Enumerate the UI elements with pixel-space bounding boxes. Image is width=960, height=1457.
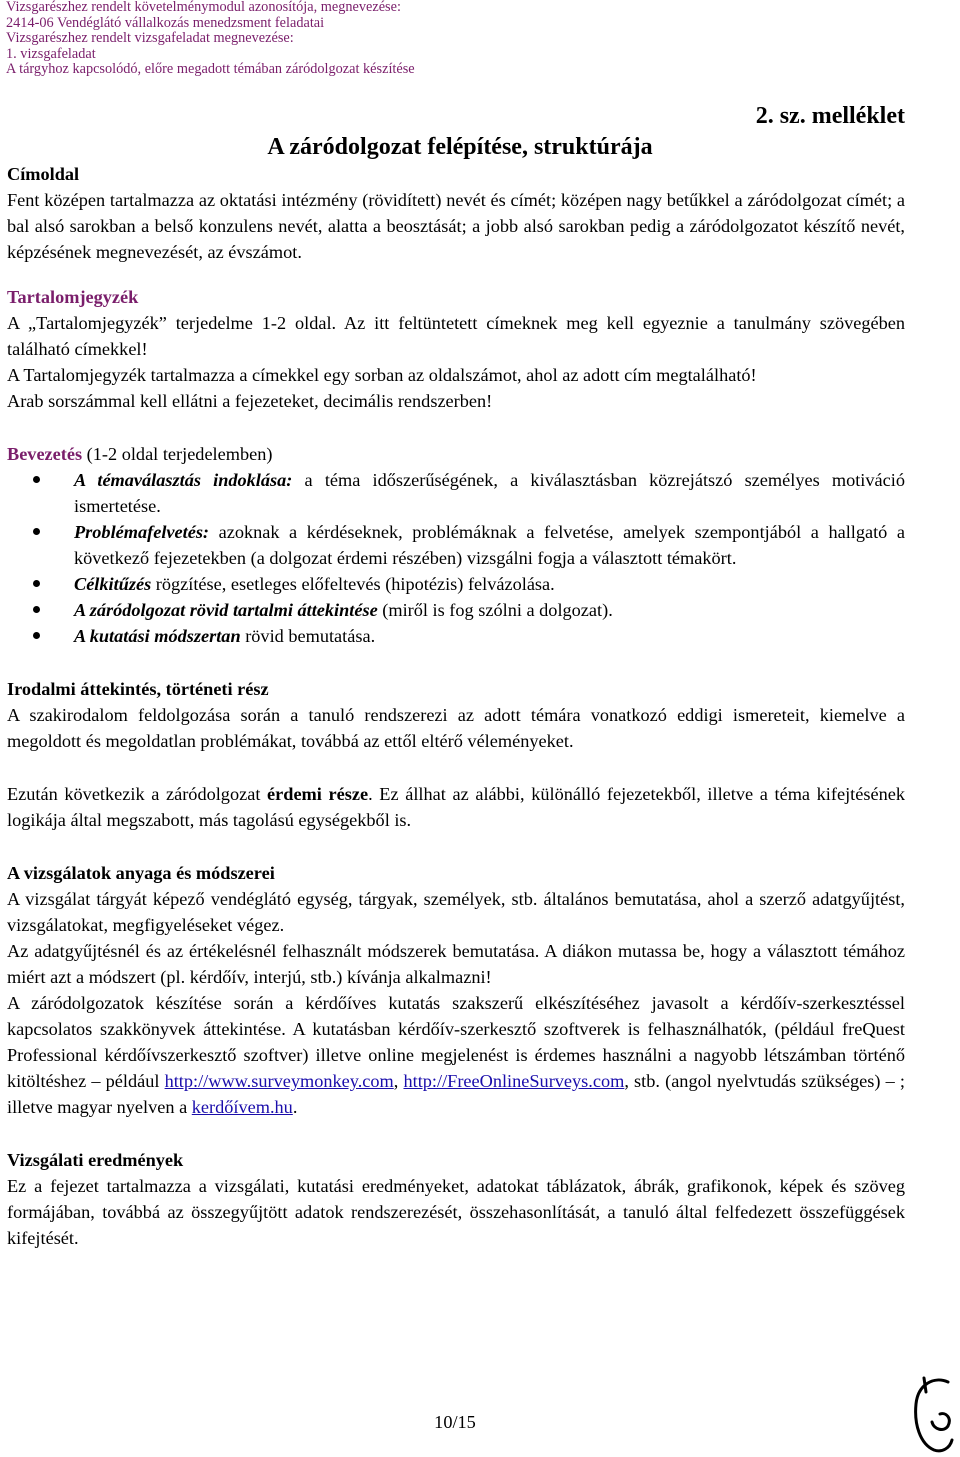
irodalmi-paragraph-2 xyxy=(7,781,905,833)
irodalmi-p2-pre: Ezután következik a záródolgozat xyxy=(7,784,268,804)
link-separator: , xyxy=(393,1071,404,1091)
irodalmi-p2-post: . Ez állhat az alábbi, különálló fejezetekből, illetve a téma kifejtésének logikája által megszabott, más tagolású egységekből is. xyxy=(7,784,905,830)
section-title-cimoldal: Címoldal xyxy=(7,164,80,184)
cimoldal-text: Fent középen tartalmazza az oktatási intézmény (rövidített) nevét és címét; középen nagy betűkkel a záródolgozat címét; a bal alsó sarokban a belső konzulens nevét, alatta a beosztását; a jobb alsó sarokban pedig a záródolgozatot készítő nevét, képzésének megnevezését, az évszámot. xyxy=(7,190,905,262)
vizsgalatok-paragraph-3 xyxy=(7,990,905,1120)
section-title-irodalmi: Irodalmi áttekintés, történeti rész xyxy=(7,679,269,699)
list-item xyxy=(7,597,905,623)
header-line: 2414-06 Vendéglátó vállalkozás menedzsment feladatai xyxy=(6,14,325,31)
list-item xyxy=(7,571,905,597)
bevezetes-list xyxy=(7,467,905,649)
section-title-bevezetes xyxy=(7,441,905,467)
section-title-vizsgalatok: A vizsgálatok anyaga és módszerei xyxy=(7,863,275,883)
header-line: A tárgyhoz kapcsolódó, előre megadott témában záródolgozat készítése xyxy=(6,61,415,78)
eredmenyek-paragraph-1: Ez a fejezet tartalmazza a vizsgálati, kutatási eredményeket, adatokat táblázatok, ábrák, grafikonok, képek és szöveg formájában, továbbá az összegyűjtött adatok rendszerezését, összehasonlítását, a tanuló által felfedezett összefüggések kifejtését. xyxy=(7,1176,905,1248)
kerdoivem-link[interactable]: kerdőívem.hu xyxy=(191,1097,293,1117)
list-item xyxy=(7,467,905,519)
freeonlinesurveys-link[interactable]: http://FreeOnlineSurveys.com xyxy=(403,1071,625,1091)
header-line: 1. vizsgafeladat xyxy=(6,45,96,62)
irodalmi-paragraph-1: A szakirodalom feldolgozása során a tanuló rendszerezi az adott témára vonatkozó eddigi ismereteit, kiemelve a megoldott és megoldatlan problémákat, továbbá az ettől eltérő véleményeket. xyxy=(7,705,905,751)
header-line: Vizsgarészhez rendelt vizsgafeladat megnevezése: xyxy=(6,30,294,47)
list-item-text: rögzítése, esetleges előfeltevés (hipotézis) felvázolása. xyxy=(151,574,555,594)
list-item-emphasis: A kutatási módszertan xyxy=(74,626,241,646)
vizsgalatok-p3-end: . xyxy=(292,1097,298,1117)
vizsgalatok-paragraph-1: A vizsgálat tárgyát képező vendéglátó egység, tárgyak, személyek, stb. általános bemutatása, ahol a szerző adatgyűjtést, vizsgálatokat, megfigyeléseket végez. xyxy=(7,889,905,935)
list-item-emphasis: A záródolgozat rövid tartalmi áttekintése xyxy=(74,600,378,620)
erdemi-resze-bold: érdemi része xyxy=(267,784,369,804)
section-title-eredmenyek: Vizsgálati eredmények xyxy=(7,1150,184,1170)
list-item-text: (miről is fog szólni a dolgozat). xyxy=(377,600,613,620)
list-item-text: rövid bemutatása. xyxy=(240,626,376,646)
list-item-text: azoknak a kérdéseknek, problémáknak a felvetése, amelyek szempontjából a hallgató a következő fejezetekben (a dolgozat érdemi részében) vizsgálni fogja a választott témakört. xyxy=(74,522,905,568)
surveymonkey-link[interactable]: http://www.surveymonkey.com xyxy=(164,1071,394,1091)
annex-label: 2. sz. melléklet xyxy=(755,103,905,129)
bevezetes-title: Bevezetés xyxy=(7,444,83,464)
list-item-emphasis: Problémafelvetés: xyxy=(74,522,210,542)
vizsgalatok-paragraph-2: Az adatgyűjtésnél és az értékelésnél felhasznált módszerek bemutatása. A diákon mutassa be, hogy a választott témához miért azt a módszert (pl. kérdőív, interjú, stb.) kívánja alkalmazni! xyxy=(7,941,905,987)
list-item xyxy=(7,623,905,649)
document-title: A záródolgozat felépítése, struktúrája xyxy=(267,134,653,160)
list-item xyxy=(7,519,905,571)
signature-icon xyxy=(904,1374,958,1456)
tartalom-paragraph-1: A „Tartalomjegyzék” terjedelme 1-2 oldal. Az itt feltüntetett címeknek meg kell egyeznie a tanulmány szövegében található címekkel! xyxy=(7,313,905,359)
list-item-text: a téma időszerűségének, a kiválasztásban közrejátszó személyes motiváció ismertetése. xyxy=(74,470,905,516)
list-item-emphasis: A témaválasztás indoklása: xyxy=(74,470,293,490)
header-line: Vizsgarészhez rendelt követelménymodul azonosítója, megnevezése: xyxy=(6,0,401,15)
vizsgalatok-p3-mid: , stb. (angol nyelvtudás szükséges) – ; illetve magyar nyelven a xyxy=(7,1071,906,1117)
bevezetes-title-suffix: (1-2 oldal terjedelemben) xyxy=(82,444,273,464)
document-body xyxy=(7,161,905,1251)
tartalom-paragraph-3: Arab sorszámmal kell ellátni a fejezeteket, decimális rendszerben! xyxy=(7,391,493,411)
page-number: 10/15 xyxy=(434,1412,476,1432)
section-title-tartalomjegyzek: Tartalomjegyzék xyxy=(7,287,139,307)
document-header xyxy=(6,0,946,78)
vizsgalatok-p3-pre: A záródolgozatok készítése során a kérdőíves kutatás szakszerű elkészítéséhez javasolt a kérdőív-szerkesztéssel kapcsolatos szakkönyvek áttekintése. A kutatásban kérdőív-szerkesztő szoftverek is felhasználhatók, (például freQuest Professional kérdőívszerkesztő szoftver) illetve online megjelenést is érdemes használni a nagyobb létszámban történő kitöltéshez – például xyxy=(7,993,905,1091)
tartalom-paragraph-2: A Tartalomjegyzék tartalmazza a címekkel egy sorban az oldalszámot, ahol az adott cím megtalálható! xyxy=(7,365,757,385)
list-item-emphasis: Célkitűzés xyxy=(74,574,152,594)
